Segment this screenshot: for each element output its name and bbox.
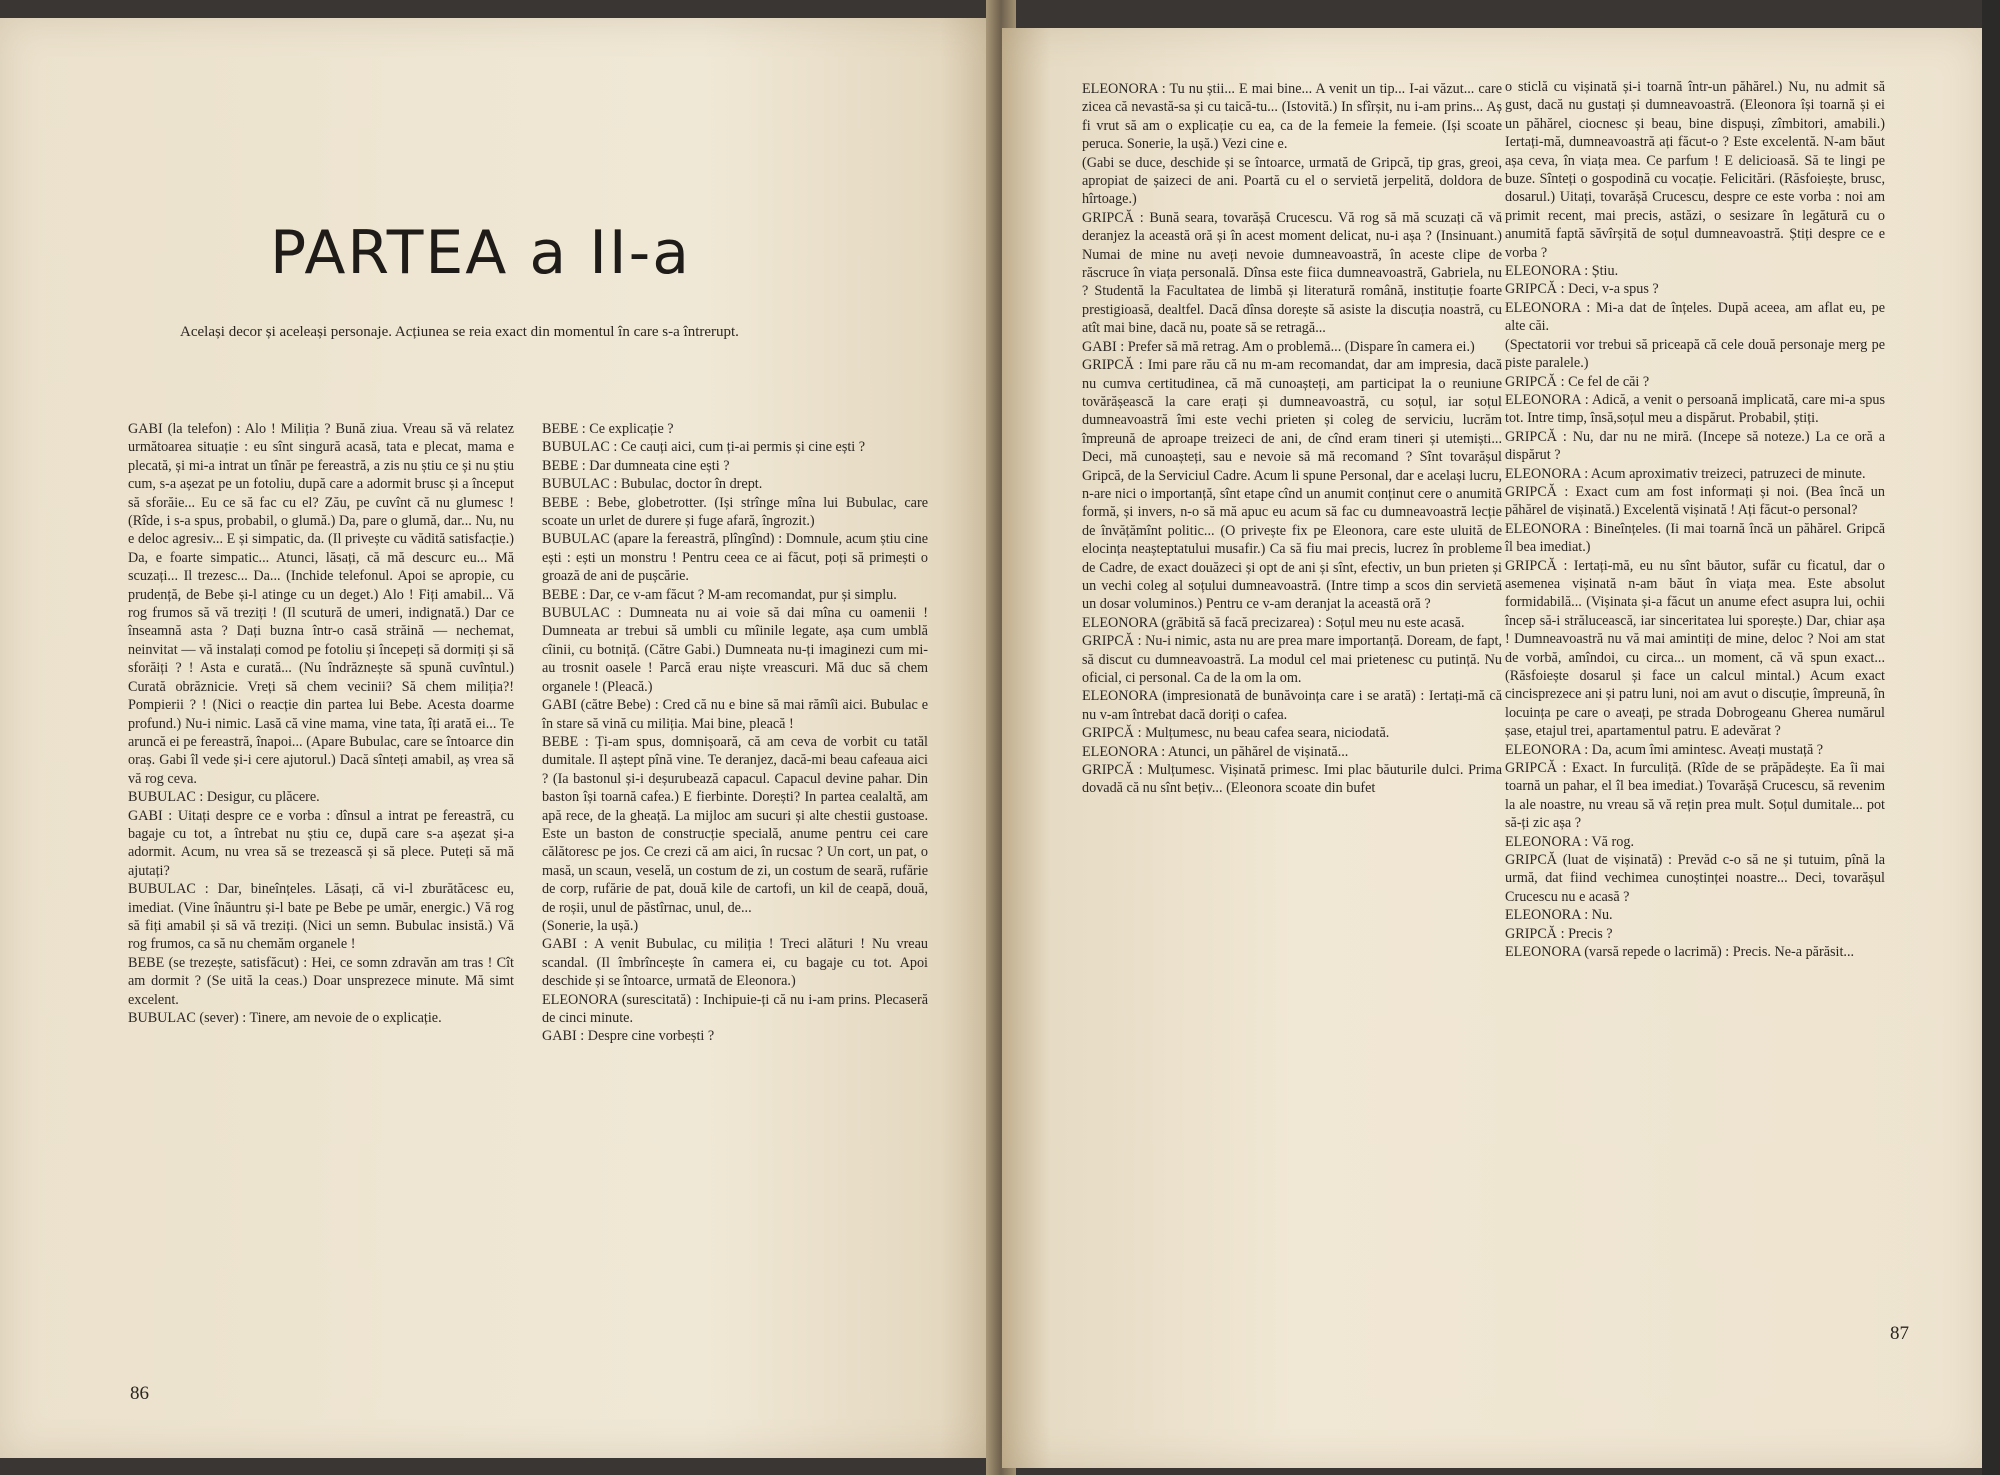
background-edge: [1982, 0, 2000, 1475]
dialogue-paragraph: GRIPCĂ : Imi pare rău că nu m-am recomandat, dar am impresia, dacă nu cumva certitudinea, că mă cunoașteți, am participat la o reuniune tovărășească la care erați și dumneavoastră, cu soțul, iar soțul dumneavoastră îmi este vechi prieten și coleg de serviciu, lucrăm împreună de aproape treizeci de ani, de cînd eram tineri și utemiști... Deci, mă cunoașteți, sau e nevoie să mă recomand ? Sînt tovarășul Gripcă, de la Serviciul Cadre. Acum li spune Personal, dar e același lucru, n-are nici o importanță, sînt etape cînd un anumit conținut cere o anumită formă, și invers, n-o să mă apuc eu acum să fac cu dumneavoastră lecție de învățămînt politic... (O privește fix pe Eleonora, care este uluită de elocința neașteptatului musafir.) Ca să fiu mai precis, lucrez în probleme de Cadre, de exact douăzeci și opt de ani și sînt, efectiv, un bun prieten și un vechi coleg al soțului dumneavoastră. (Intre timp a scos din servietă un dosar voluminos.) Pentru ce v-am deranjat la această oră ?: [1082, 357, 1502, 613]
dialogue-paragraph: GRIPCĂ : Deci, v-a spus ?: [1505, 281, 1659, 298]
dialogue-paragraph: BUBULAC : Desigur, cu plăcere.: [128, 789, 320, 806]
right-column-1: [1082, 80, 1502, 798]
dialogue-paragraph: ELEONORA : Știu.: [1505, 263, 1619, 280]
dialogue-paragraph: ELEONORA (impresionată de bunăvoința care i se arată) : Iertați-mă că nu v-am întrebat dacă doriți o cafea.: [1082, 688, 1502, 723]
dialogue-paragraph: ELEONORA : Acum aproximativ treizeci, patruzeci de minute.: [1505, 465, 1866, 482]
dialogue-paragraph: ELEONORA (grăbită să facă precizarea) : Soțul meu nu este acasă.: [1082, 614, 1465, 631]
dialogue-paragraph: ELEONORA : Tu nu știi... E mai bine... A venit un tip... I-ai văzut... care zicea că nevastă-sa și cu taică-tu... (Istovită.) In sfîrșit, nu i-am prins... Aș fi vrut să am o explicație cu ea, ca de la femeie la femeie. (Iși scoate peruca. Sonerie, la ușă.) Vezi cine e.: [1082, 81, 1502, 153]
dialogue-paragraph: GRIPCĂ : Mulțumesc, nu beau cafea seara, niciodată.: [1082, 725, 1390, 742]
dialogue-paragraph: GRIPCĂ : Exact cum am fost informați și noi. (Bea încă un păhărel de vișinată.) Excelentă vișinată ! Ați făcut-o personal?: [1505, 483, 1885, 519]
dialogue-paragraph: BEBE : Dar dumneata cine ești ?: [542, 457, 730, 474]
dialogue-paragraph: BUBULAC : Ce cauți aici, cum ți-ai permis și cine ești ?: [542, 439, 866, 456]
dialogue-paragraph: GRIPCĂ : Mulțumesc. Vișinată primesc. Imi plac băuturile dulci. Prima dovadă că nu sînt bețiv... (Eleonora scoate din bufet: [1082, 762, 1502, 797]
dialogue-paragraph: GABI (către Bebe) : Cred că nu e bine să mai rămîi aici. Bubulac e în stare să vină cu miliția. Mai bine, pleacă !: [542, 697, 928, 732]
dialogue-paragraph: BEBE (se trezește, satisfăcut) : Hei, ce somn zdravăn am tras ! Cît am dormit ? (Se uită la ceas.) Doar unsprezece minute. Mă simt excelent.: [128, 954, 514, 1008]
dialogue-paragraph: GABI : Despre cine vorbești ?: [542, 1028, 715, 1045]
page-number-right: 87: [1890, 1323, 1909, 1344]
left-column-2: [542, 420, 928, 1046]
right-column-2: [1505, 78, 1885, 962]
dialogue-paragraph: GRIPCĂ : Ce fel de căi ?: [1505, 373, 1650, 390]
page-number-left: 86: [130, 1383, 149, 1404]
dialogue-paragraph: BUBULAC : Dumneata nu ai voie să dai mîna cu oamenii ! Dumneata ar trebui să umbli cu mîinile legate, așa cum umblă cîinii, cu botniță. (Către Gabi.) Dumneata nu-ți imaginezi cum mi-au trosnit oasele ! Parcă erau niște vreascuri. Mă duc să chem organele ! (Pleacă.): [542, 605, 928, 695]
intro-text: Același decor și aceleași personaje. Acțiunea se reia exact din momentul în care s-a întrerupt.: [180, 324, 739, 340]
dialogue-paragraph: BEBE : Ce explicație ?: [542, 421, 674, 437]
dialogue-paragraph: o sticlă cu vișinată și-i toarnă într-un păhărel.) Nu, nu admit să gust, dacă nu gustați și dumneavoastră. (Eleonora își toarnă și ei un păhărel, ciocnesc și beau, bine dispuși, zîmbitori, amabili.) Iertați-mă, dumneavoastră ați făcut-o ? Este excelentă. N-am băut așa ceva, în viața mea. Ce parfum ! E delicioasă. Să te lingi pe buze. Sînteți o gospodină cu vocație. Felicitări. (Răsfoiește, brusc, dosarul.) Uitați, tovarășă Crucescu, despre ce este vorba : noi am primit recent, mai precis, astăzi, o sesizare în legătură cu o anumită faptă săvîrșită de soțul dumneavoastră. Știți despre ce e vorba ?: [1505, 79, 1885, 261]
dialogue-paragraph: ELEONORA : Mi-a dat de înțeles. După aceea, am aflat eu, pe alte căi.: [1505, 299, 1885, 335]
dialogue-paragraph: BUBULAC : Bubulac, doctor în drept.: [542, 476, 763, 493]
stage-direction: (Spectatorii vor trebui să priceapă că cele două personaje merg pe piste paralele.): [1505, 336, 1885, 372]
dialogue-paragraph: GRIPCĂ (luat de vișinată) : Prevăd c-o să ne și tutuim, pînă la urmă, dat fiind vechimea cunoștinței noastre... Deci, tovarășul Crucescu nu e acasă ?: [1505, 852, 1885, 905]
dialogue-paragraph: GRIPCĂ : Nu, dar nu ne miră. (Incepe să noteze.) La ce oră a dispărut ?: [1505, 428, 1885, 464]
dialogue-paragraph: GRIPCĂ : Bună seara, tovarășă Crucescu. Vă rog să mă scuzați că vă deranjez la această oră și în acest moment delicat, nu-i așa ? (Insinuant.) Numai de mine nu aveți nevoie dumneavoastră, în aceste clipe de răscruce în viața personală. Dînsa este fiica dumneavoastră, Gabriela, nu ? Studentă la Facultatea de limbă și literatură română, instituție foarte prestigioasă, dealtfel. Dacă dînsa dorește să asiste la discuția noastră, cu atît mai bine, dacă nu, poate să se retragă...: [1082, 209, 1502, 337]
dialogue-paragraph: ELEONORA (varsă repede o lacrimă) : Precis. Ne-a părăsit...: [1505, 944, 1855, 961]
dialogue-paragraph: BEBE : Dar, ce v-am făcut ? M-am recomandat, pur și simplu.: [542, 586, 897, 603]
dialogue-paragraph: ELEONORA : Vă rog.: [1505, 833, 1634, 850]
dialogue-paragraph: BEBE : Ți-am spus, domnișoară, că am ceva de vorbit cu tatăl dumitale. Il aștept pînă vine. Te deranjez, dacă-mi beau cafeaua aici ? (Ia bastonul și-i deșurubează capacul. Capacul devine pahar. Din baston își toarnă cafea.) E fierbinte. Dorești? In partea cealaltă, am apă rece, de la gheață. La mijloc am sucuri și alte chestii gustoase. Este un baston de construcție specială, anume pentru cei care călătoresc pe jos. Ce crezi că am aici, în rucsac ? Un cort, un pat, o masă, un scaun, veselă, un costum de zi, un costum de seară, rufărie de corp, rufărie de pat, două kile de cartofi, un kil de ceapă, două, de roșii, unul de păstîrnac, unul, de...: [542, 733, 928, 916]
dialogue-paragraph: GRIPCĂ : Nu-i nimic, asta nu are prea mare importanță. Doream, de fapt, să discut cu dumneavoastră. La modul cel mai prietenesc cu putință. Nu oficial, ci personal. Ca de la om la om.: [1082, 633, 1502, 686]
dialogue-paragraph: GRIPCĂ : Exact. In furculiță. (Rîde de se prăpădește. Ea îi mai toarnă un pahar, el îl bea imediat.) Tovarășă Crucescu, să revenim la ale noastre, nu vreau să vă rețin prea mult. Soțul dumitale... pot să-ți zic așa ?: [1505, 760, 1885, 832]
part-title: PARTEA a II-a: [270, 218, 692, 288]
dialogue-paragraph: GRIPCĂ : Precis ?: [1505, 925, 1613, 942]
dialogue-paragraph: ELEONORA : Atunci, un păhărel de vișinată...: [1082, 743, 1349, 760]
dialogue-paragraph: GABI : Uitați despre ce e vorba : dînsul a intrat pe fereastră, cu bagaje cu tot, a întrebat nu știu ce, după care s-a așezat și-a adormit. Acum, nu vrea să se trezească și să plece. Puteți să mă ajutați?: [128, 807, 514, 879]
stage-direction: (Gabi se duce, deschide și se întoarce, urmată de Gripcă, tip gras, greoi, apropiat de șaizeci de ani. Poartă cu el o servietă jerpelită, doldora de hîrtoage.): [1082, 154, 1502, 208]
dialogue-paragraph: ELEONORA : Da, acum îmi amintesc. Aveați mustață ?: [1505, 741, 1824, 758]
dialogue-paragraph: ELEONORA : Bineînțeles. (Ii mai toarnă încă un păhărel. Gripcă îl bea imediat.): [1505, 520, 1885, 556]
dialogue-paragraph: BUBULAC (sever) : Tinere, am nevoie de o explicație.: [128, 1010, 442, 1026]
dialogue-paragraph: GRIPCĂ : Iertați-mă, eu nu sînt băutor, sufăr cu ficatul, dar o asemenea vișinată n-am băut în viața mea. Este absolut formidabilă... (Vișinata și-a făcut un anume efect asupra lui, ochii încep să-i strălucească, iar sinceritatea lui sporește.) Dar, chiar așa ! Dumneavoastră nu vă mai amintiți de mine, deloc ? Noi am stat de vorbă, amîndoi, cu circa... un moment, că vă spun exact... (Răsfoiește dosarul și face un calcul mintal.) Acum exact cincisprezece ani și patru luni, noi am avut o discuție, împreună, în locuința pe care o aveați, pe strada Dobrogeanu Gherea numărul șase, etajul trei, apartamentul patru. E adevărat ?: [1505, 557, 1885, 740]
stage-direction: (Sonerie, la ușă.): [542, 917, 639, 934]
dialogue-paragraph: BEBE : Bebe, globetrotter. (Iși strînge mîna lui Bubulac, care scoate un urlet de durere și fuge afară, îngrozit.): [542, 494, 928, 530]
dialogue-paragraph: BUBULAC : Dar, bineînțeles. Lăsați, că vi-l zburătăcesc eu, imediat. (Vine înăuntru și-l bate pe Bebe pe umăr, energic.) Vă rog să fiți amabil și să vă treziți. (Nici un semn. Bubulac insistă.) Vă rog frumos, ca să nu chemăm organele !: [128, 881, 514, 953]
dialogue-paragraph: GABI (la telefon) : Alo ! Miliția ? Bună ziua. Vreau să vă relatez următoarea situație : eu sînt singură acasă, tata e plecat, mama e plecată, și mi-a intrat un tînăr pe fereastră, a zis nu știu ce și nu știu cum, s-a așezat pe un fotoliu, după care a adormit brusc și a început să sforăie... Eu ce să fac cu el? Zău, pe cuvînt că nu glumesc ! (Rîde, i s-a spus, probabil, o glumă.) Da, pare o glumă, dar... Nu, nu e deloc agresiv... E și simpatic, da. (Il privește cu vădită satisfacție.) Da, e foarte simpatic... Atunci, lăsați, că mă descurc eu... Mă scuzați... Il trezesc... Da... (Inchide telefonul. Apoi se apropie, cu prudență, de Bebe și-l atinge cu un deget.) Alo ! Fiți amabil... Vă rog frumos să vă treziți ! (Il scutură de umeri, indignată.) Dar ce înseamnă asta ? Dați buzna într-o casă străină — nechemat, neinvitat — vă instalați comod pe fotoliu și începeți să dormiți și să sforăiți ? ! Asta e curată... (Nu îndrăznește să spună cuvîntul.) Curată obrăznicie. Vreți să chem vecinii? Să chem miliția?! Pompierii ? ! (Nici o reacție din partea lui Bebe. Acesta doarme profund.) Nu-i nimic. Lasă că vine mama, vine tata, îți arată ei... Te aruncă ei pe fereastră, înapoi... (Apare Bubulac, care se întoarce din oraș. Gabi îl vede și-i cere ajutorul.) Dacă sînteți amabil, aș vrea să vă rog ceva.: [128, 421, 514, 787]
right-page: [1002, 28, 1982, 1468]
dialogue-paragraph: ELEONORA : Nu.: [1505, 907, 1613, 924]
left-column-1: [128, 420, 514, 1027]
dialogue-paragraph: GABI : A venit Bubulac, cu miliția ! Treci alături ! Nu vreau scandal. (Il îmbrîncește în camera ei, cu bagaje cu tot. Apoi deschide și se întoarce, urmată de Eleonora.): [542, 936, 928, 990]
dialogue-paragraph: ELEONORA (surescitată) : Inchipuie-ți că nu i-am prins. Plecaseră de cinci minute.: [542, 991, 928, 1026]
dialogue-paragraph: ELEONORA : Adică, a venit o persoană implicată, care mi-a spus tot. Intre timp, însă,soțul meu a dispărut. Probabil, știți.: [1505, 391, 1885, 427]
dialogue-paragraph: BUBULAC (apare la fereastră, plîngînd) : Domnule, acum știu cine ești : ești un monstru ! Pentru ceea ce ai făcut, poți să primești o groază de ani de pușcărie.: [542, 531, 928, 585]
dialogue-paragraph: GABI : Prefer să mă retrag. Am o problemă... (Dispare în camera ei.): [1082, 338, 1475, 355]
left-page: [0, 18, 1000, 1458]
